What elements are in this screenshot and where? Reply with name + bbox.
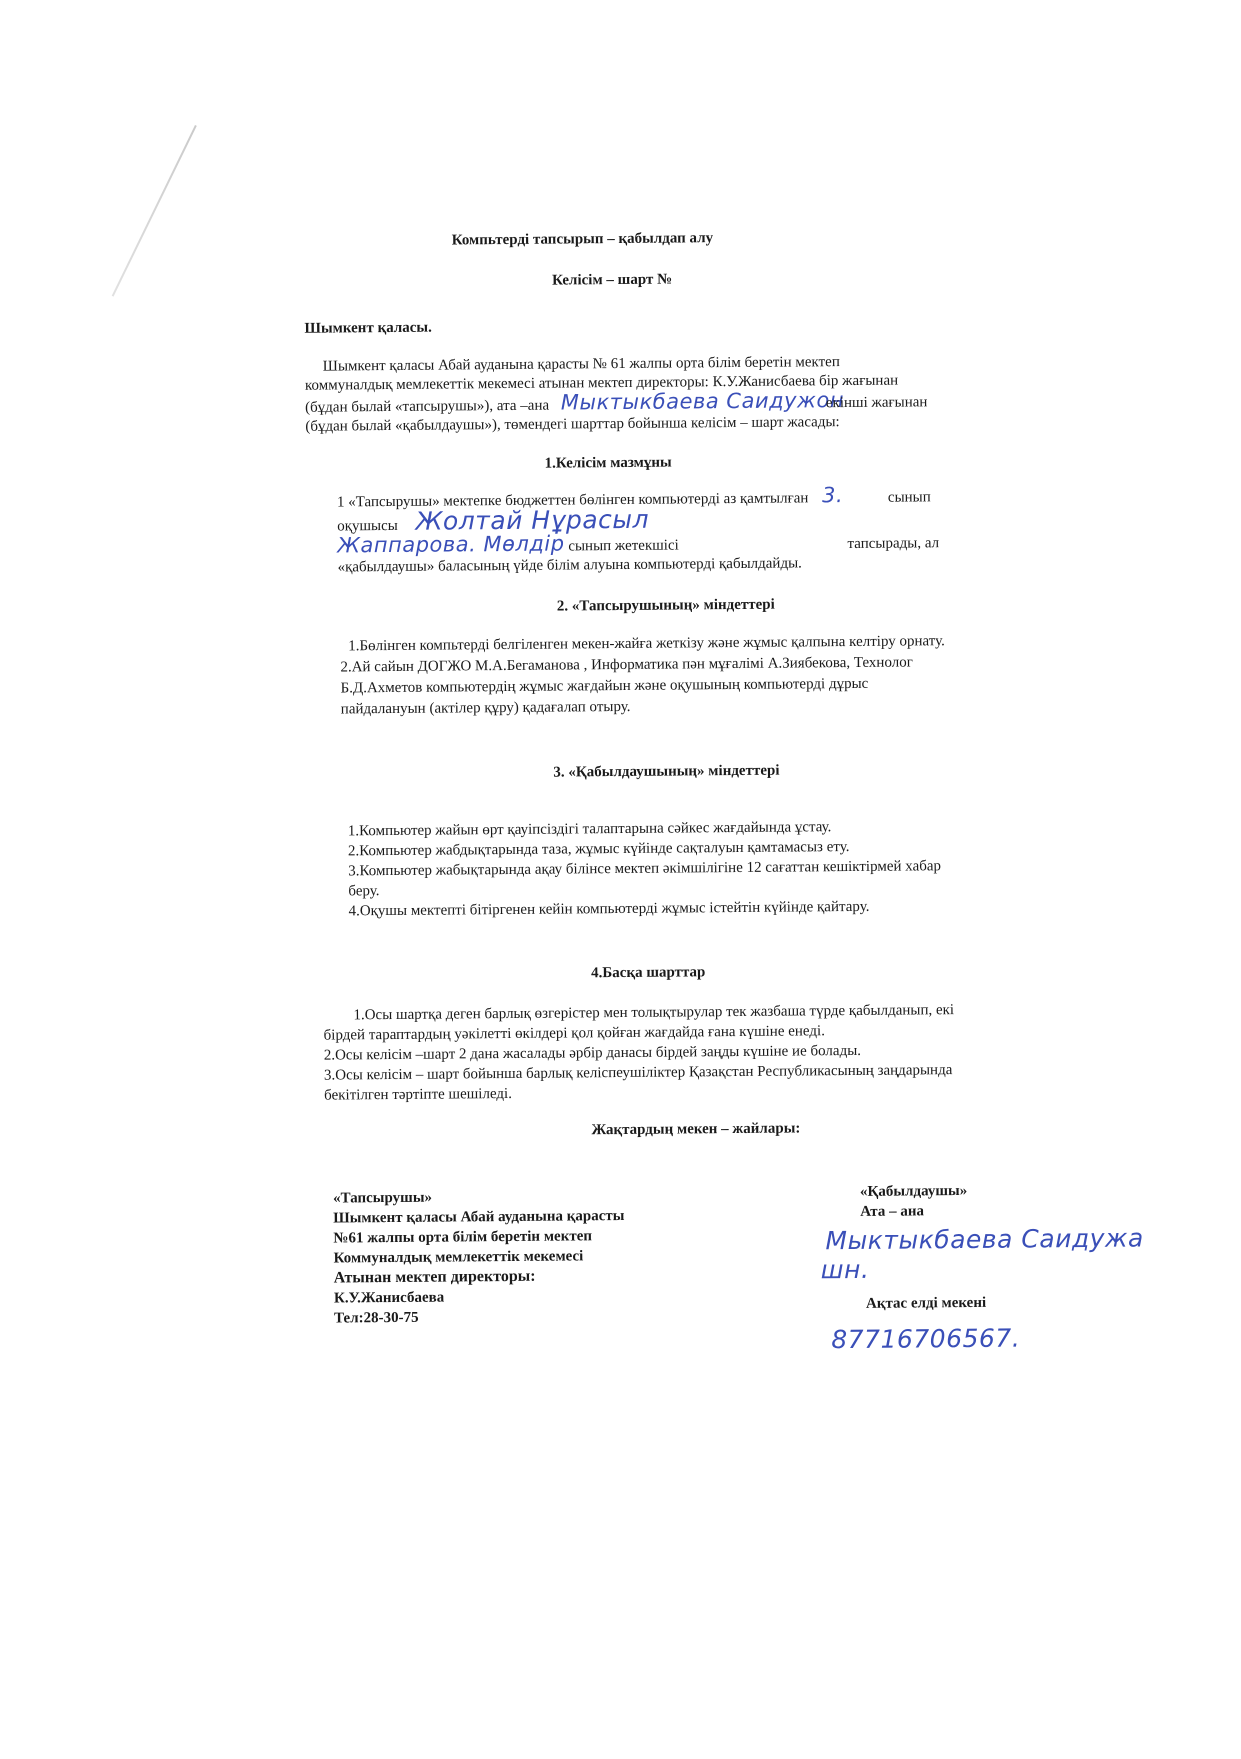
student-name-handwritten: Жолтай Нұрасыл [415,504,650,536]
party-giver-label: «Тапсырушы» [332,1189,433,1207]
intro-paragraph [305,352,928,436]
section-3-line-4: беру. [348,883,380,900]
party-receiver-role: Ата – ана [860,1203,925,1220]
section-4-line-3: 2.Осы келісім –шарт 2 дана жасалады әрбір данасы бірдей заңды күшіне ие болады. [323,1042,862,1064]
section-4-line-5: бекітілген тәртіпте шешіледі. [324,1085,512,1104]
section-1-line-1-end: сынып [887,489,931,506]
section-3-line-3: 3.Компьютер жабықтарында ақау білінсе мектеп әкімшілігіне 12 сағаттан кешіктірмей хабар [348,858,942,880]
section-1-heading: 1.Келісім мазмұны [544,454,672,472]
section-1-body [337,484,1038,577]
city-label: Шымкент қаласы. [304,319,432,337]
party-giver-phone: Тел:28-30-75 [334,1309,419,1327]
parent-name-handwritten-bottom: Мыктыкбаева Саидужа [825,1223,1144,1256]
teacher-name-handwritten: Жаппарова. Мөлдір [337,531,565,558]
party-giver-line-3: №61 жалпы орта білім беретін мектеп [333,1228,593,1247]
contract-number-label: Келісім – шарт № [551,271,673,289]
section-3-line-5: 4.Оқушы мектепті бітіргенен кейін компьютерді жұмыс істейтін күйінде қайтару. [348,898,870,920]
section-2-body [340,631,945,720]
section-4-body [323,1000,955,1105]
addresses-heading: Жақтардың мекен – жайлары: [591,1120,801,1139]
party-giver-block [333,1186,625,1329]
section-2-line-3: Б.Д.Ахметов компьютердің жұмыс жағдайын және оқушының компьютерді дұрыс [340,675,869,697]
grade-handwritten: 3. [822,483,844,508]
parent-name-handwritten-bottom-2: шн. [820,1254,870,1285]
intro-line-4: (бұдан былай «қабылдаушы»), төмендегі шарттар бойынша келісім – шарт жасады: [305,414,840,435]
section-2-heading: 2. «Тапсырушының» міндеттері [556,596,775,615]
intro-line-3-text: (бұдан былай «тапсырушы»), ата –ана [305,397,550,416]
intro-line-3-end: екінші жағынан [825,394,928,412]
section-2-line-2: 2.Ай сайын ДОГЖО М.А.Бегаманова , Информатика пән мұғалімі А.Зиябекова, Технолог [340,654,913,676]
document-title: Компьтерді тапсырып – қабылдап алу [451,230,714,249]
parent-phone-handwritten: 87716706567. [831,1323,1021,1355]
party-giver-line-5: Атынан мектеп директоры: [333,1267,536,1287]
section-3-heading: 3. «Қабылдаушының» міндеттері [553,762,780,781]
section-4-heading: 4.Басқа шарттар [591,964,706,982]
section-3-body [348,816,942,921]
section-1-line-4: «қабылдаушы» баласының үйде білім алуына компьютерді қабылдайды. [337,555,802,576]
section-1-line-3-end: тапсырады, ал [847,535,940,553]
party-receiver-label: «Қабылдаушы» [859,1182,968,1200]
party-giver-line-4: Коммуналдық мемлекеттік мекемесі [333,1248,584,1267]
intro-line-1: Шымкент қаласы Абай ауданына қарасты № 61 жалпы орта білім беретін мектеп [322,354,840,375]
section-4-line-4: 3.Осы келісім – шарт бойынша барлық келіспеушіліктер Қазақстан Республикасының заңдарында [323,1062,953,1084]
section-1-line-1-text: 1 «Тапсырушы» мектепке бюджеттен бөлінген компьютерді аз қамтылған [336,490,809,511]
section-4-line-1: 1.Осы шартқа деген барлық өзгерістер мен толықтырулар тек жазбаша түрде қабылданып, екі [353,1002,955,1024]
party-giver-director: К.У.Жанисбаева [333,1289,445,1307]
section-2-line-4: пайдалануын (актілер құру) қадағалап отыру. [340,698,631,718]
section-3-line-2: 2.Компьютер жабдықтарында таза, жұмыс күйінде сақталуын қамтамасыз ету. [347,839,850,860]
class-teacher-label: сынып жетекшісі [568,537,679,555]
student-label: оқушысы [337,517,398,535]
party-receiver-block [820,1179,1145,1354]
section-4-line-2: бірдей тараптардың уәкілетті өкілдері қол қойған жағдайда ғана күшіне енеді. [323,1023,825,1044]
section-2-line-1: 1.Бөлінген компьтерді белгіленген мекен-жайға жеткізу және жұмыс қалпына келтіру орнату. [348,633,945,655]
party-giver-line-2: Шымкент қаласы Абай ауданына қарасты [333,1207,625,1227]
parent-name-handwritten: Мыктыкбаева Саидужон [560,388,845,415]
party-receiver-place: Ақтас елді мекені [865,1294,987,1312]
section-3-line-1: 1.Компьютер жайын өрт қауіпсіздігі талаптарына сәйкес жағдайында ұстау. [347,819,832,840]
intro-line-2: коммуналдық мемлекеттік мекемесі атынан мектеп директоры: К.У.Жанисбаева бір жағынан [304,372,899,394]
